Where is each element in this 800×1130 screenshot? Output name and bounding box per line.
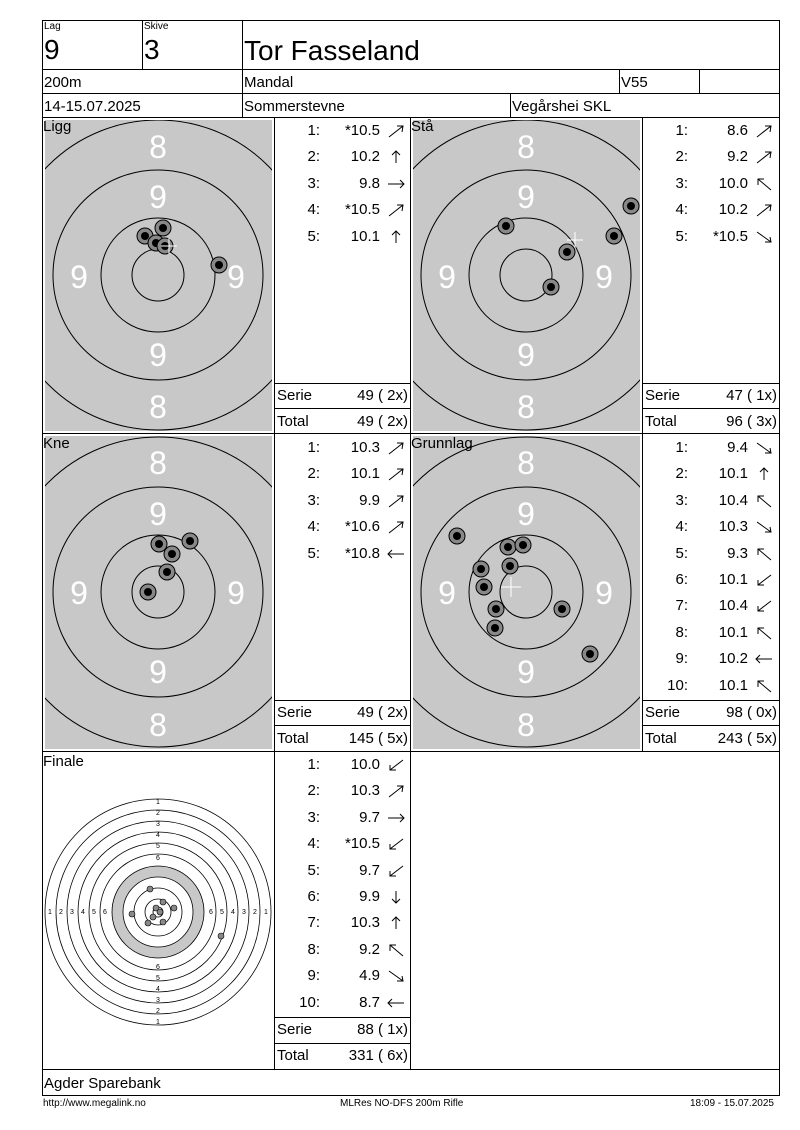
direction-arrow-icon (386, 863, 406, 879)
serie-value: 49 ( 2x) (357, 387, 408, 404)
direction-arrow-icon (386, 836, 406, 852)
total-label: Total (277, 1047, 309, 1064)
shot-value: *10.5 (344, 122, 380, 139)
shot-row (642, 465, 779, 483)
shot-value: 10.1 (350, 227, 380, 245)
total-label: Total (277, 413, 309, 430)
target-finale (43, 752, 274, 1069)
target-grunnlag (411, 434, 642, 751)
shot-number: 4: (307, 835, 320, 853)
ring-label: 9 (149, 337, 167, 373)
ring-label: 9 (438, 575, 456, 611)
ring-number: 2 (156, 810, 160, 817)
shot-value: *10.8 (344, 544, 380, 562)
ring-number: 1 (48, 909, 52, 916)
ring-number: 1 (156, 799, 160, 806)
shot-value: 9.9 (359, 888, 380, 905)
direction-arrow-icon (386, 783, 406, 799)
total-value: 145 ( 5x) (348, 730, 408, 747)
direction-arrow-icon (386, 493, 406, 509)
ring-label: 9 (70, 575, 88, 611)
ring-number: 3 (70, 909, 74, 916)
serie-label: Serie (277, 1021, 313, 1038)
footer-software: MLRes NO-DFS 200m Rifle (340, 1098, 464, 1109)
ring-label: 9 (149, 496, 167, 532)
shot-row (274, 439, 410, 457)
shot-value: 10.3 (718, 518, 748, 536)
shot-value: 10.4 (718, 597, 748, 615)
grunnlag-target-svg (411, 434, 642, 751)
footer-link[interactable]: http://www.megalink.no (43, 1098, 146, 1109)
shot-number: 3: (675, 491, 688, 509)
shot-value: 10.1 (718, 465, 748, 483)
shot-number: 2: (307, 465, 320, 483)
shot-number: 4: (675, 201, 688, 219)
ring-number: 2 (156, 1008, 160, 1015)
shot-value: 10.0 (718, 174, 748, 192)
ring-label: 9 (438, 259, 456, 295)
ring-label: 8 (149, 129, 167, 165)
shooter-name: Tor Fasseland (244, 35, 420, 66)
shot-row (274, 465, 410, 483)
ring-label: 8 (149, 389, 167, 425)
shot-number: 9: (307, 967, 320, 985)
ring-number: 1 (156, 1019, 160, 1026)
ring-number: 3 (242, 909, 246, 916)
direction-arrow-icon (386, 440, 406, 456)
kne-target-svg (43, 434, 274, 751)
shot-value: 10.1 (350, 465, 380, 483)
finale-target-svg (43, 752, 274, 1069)
shot-row (274, 994, 410, 1012)
ring-label: 9 (227, 259, 245, 295)
shot-number: 8: (307, 940, 320, 958)
shot-row (642, 201, 779, 219)
shot-number: 2: (307, 782, 320, 800)
shot-row (642, 545, 779, 563)
panel-title-sta: Stå (411, 118, 434, 135)
ring-label: 9 (149, 654, 167, 690)
shot-row (274, 175, 410, 193)
panel-title-ligg: Ligg (43, 118, 72, 135)
shot-row (642, 492, 779, 510)
shot-value: 10.1 (718, 571, 748, 588)
shot-value: 9.2 (727, 148, 748, 166)
shot-row (274, 941, 410, 959)
ring-number: 2 (59, 909, 63, 916)
ring-label: 9 (517, 654, 535, 690)
shot-row (274, 756, 410, 774)
shot-row (274, 809, 410, 827)
total-value: 331 ( 6x) (348, 1047, 408, 1064)
shot-row (642, 677, 779, 695)
ring-number: 5 (220, 909, 224, 916)
shot-row (642, 175, 779, 193)
shot-number: 10: (299, 993, 320, 1011)
direction-arrow-icon (386, 466, 406, 482)
ring-label: 8 (517, 389, 535, 425)
serie-value: 88 ( 1x) (357, 1021, 408, 1038)
shot-value: 9.8 (359, 174, 380, 192)
shot-value: 8.7 (359, 993, 380, 1011)
shot-row (274, 148, 410, 166)
shot-number: 1: (675, 122, 688, 139)
shot-number: 3: (675, 174, 688, 192)
shot-number: 3: (307, 491, 320, 509)
shot-value: 10.0 (350, 756, 380, 773)
shot-number: 2: (307, 148, 320, 166)
shot-row (274, 914, 410, 932)
serie-value: 47 ( 1x) (726, 387, 777, 404)
total-label: Total (645, 730, 677, 747)
ring-label: 9 (517, 179, 535, 215)
shot-row (642, 650, 779, 668)
venue: Vegårshei SKL (512, 98, 612, 115)
shot-value: 9.9 (359, 491, 380, 509)
shot-value: 10.3 (350, 914, 380, 932)
shot-row (642, 624, 779, 642)
ring-number: 1 (264, 909, 268, 916)
shot-value: 8.6 (727, 122, 748, 139)
ring-label: 9 (517, 337, 535, 373)
ring-number: 2 (253, 909, 257, 916)
ring-label: 8 (517, 129, 535, 165)
skive-label: Skive (144, 21, 169, 32)
shot-row (274, 862, 410, 880)
shot-value: 10.4 (718, 491, 748, 509)
shot-row (274, 545, 410, 563)
shot-number: 1: (675, 439, 688, 456)
direction-arrow-icon (386, 229, 406, 245)
ring-number: 3 (156, 997, 160, 1004)
skive-value: 3 (144, 34, 160, 65)
shot-value: 10.3 (350, 782, 380, 800)
shot-value: *10.6 (344, 518, 380, 536)
direction-arrow-icon (754, 651, 774, 667)
target-sta (411, 118, 642, 433)
panel-title-kne: Kne (43, 435, 70, 452)
shot-number: 7: (307, 914, 320, 932)
ring-label: 9 (595, 575, 613, 611)
total-value: 96 ( 3x) (726, 413, 777, 430)
ring-number: 4 (81, 909, 85, 916)
ring-label: 8 (517, 707, 535, 743)
serie-value: 98 ( 0x) (726, 704, 777, 721)
shot-row (274, 201, 410, 219)
ring-label: 9 (595, 259, 613, 295)
shot-value: 10.3 (350, 439, 380, 456)
direction-arrow-icon (386, 757, 406, 773)
shot-number: 5: (307, 544, 320, 562)
serie-label: Serie (645, 704, 681, 721)
total-label: Total (277, 730, 309, 747)
total-value: 243 ( 5x) (717, 730, 777, 747)
shot-number: 4: (675, 518, 688, 536)
ring-number: 4 (156, 986, 160, 993)
lag-value: 9 (44, 34, 60, 65)
shot-number: 8: (675, 623, 688, 641)
shot-number: 5: (307, 861, 320, 879)
direction-arrow-icon (386, 546, 406, 562)
panel-title-finale: Finale (43, 753, 84, 770)
shot-number: 1: (307, 439, 320, 456)
direction-arrow-icon (754, 678, 774, 694)
direction-arrow-icon (754, 229, 774, 245)
shot-value: *10.5 (712, 227, 748, 245)
shot-value: 10.1 (718, 676, 748, 694)
shot-value: 9.7 (359, 808, 380, 826)
ring-number: 6 (156, 855, 160, 862)
direction-arrow-icon (754, 625, 774, 641)
direction-arrow-icon (754, 123, 774, 139)
direction-arrow-icon (386, 889, 406, 905)
shot-row (642, 518, 779, 536)
shot-row (642, 571, 779, 589)
shot-value: *10.5 (344, 201, 380, 219)
total-label: Total (645, 413, 677, 430)
shot-number: 7: (675, 597, 688, 615)
shot-number: 9: (675, 650, 688, 668)
ligg-target-svg (43, 118, 274, 433)
shot-number: 1: (307, 756, 320, 773)
ring-number: 4 (156, 832, 160, 839)
ring-number: 5 (156, 843, 160, 850)
date: 14-15.07.2025 (44, 98, 141, 115)
shot-number: 10: (667, 676, 688, 694)
direction-arrow-icon (754, 176, 774, 192)
ring-label: 9 (227, 575, 245, 611)
direction-arrow-icon (386, 123, 406, 139)
direction-arrow-icon (386, 968, 406, 984)
shot-value: 10.1 (718, 623, 748, 641)
shot-number: 2: (675, 148, 688, 166)
shot-value: 10.2 (718, 201, 748, 219)
direction-arrow-icon (754, 493, 774, 509)
direction-arrow-icon (386, 810, 406, 826)
lag-label: Lag (44, 21, 61, 32)
shot-row (274, 782, 410, 800)
shot-number: 4: (307, 518, 320, 536)
shot-value: 9.2 (359, 940, 380, 958)
total-value: 49 ( 2x) (357, 413, 408, 430)
ring-number: 6 (209, 909, 213, 916)
distance: 200m (44, 74, 82, 91)
serie-value: 49 ( 2x) (357, 704, 408, 721)
ring-number: 3 (156, 821, 160, 828)
direction-arrow-icon (754, 466, 774, 482)
direction-arrow-icon (754, 149, 774, 165)
shot-number: 5: (307, 227, 320, 245)
target-kne (43, 434, 274, 751)
sponsor: Agder Sparebank (44, 1075, 161, 1092)
ring-label: 8 (149, 707, 167, 743)
shot-row (642, 228, 779, 246)
ring-number: 5 (92, 909, 96, 916)
shot-number: 3: (307, 174, 320, 192)
class: V55 (621, 74, 648, 91)
shot-number: 2: (675, 465, 688, 483)
shot-row (642, 148, 779, 166)
shot-value: 4.9 (359, 967, 380, 985)
shot-row (274, 835, 410, 853)
direction-arrow-icon (386, 149, 406, 165)
shot-value: *10.5 (344, 835, 380, 853)
event: Sommerstevne (244, 98, 345, 115)
ring-number: 5 (156, 975, 160, 982)
panel-title-grunnlag: Grunnlag (411, 435, 473, 452)
shot-value: 10.2 (350, 148, 380, 166)
shot-number: 6: (307, 888, 320, 905)
direction-arrow-icon (386, 176, 406, 192)
shot-number: 5: (675, 544, 688, 562)
shot-number: 4: (307, 201, 320, 219)
shot-row (274, 888, 410, 906)
shot-row (642, 597, 779, 615)
direction-arrow-icon (386, 942, 406, 958)
direction-arrow-icon (386, 915, 406, 931)
direction-arrow-icon (754, 202, 774, 218)
direction-arrow-icon (386, 519, 406, 535)
ring-number: 4 (231, 909, 235, 916)
shot-row (274, 967, 410, 985)
footer-timestamp: 18:09 - 15.07.2025 (690, 1098, 774, 1109)
shot-value: 9.7 (359, 861, 380, 879)
direction-arrow-icon (386, 995, 406, 1011)
shot-number: 5: (675, 227, 688, 245)
ring-label: 8 (149, 445, 167, 481)
direction-arrow-icon (754, 546, 774, 562)
ring-label: 9 (149, 179, 167, 215)
ring-number: 6 (103, 909, 107, 916)
shot-row (274, 122, 410, 140)
target-ligg (43, 118, 274, 433)
shot-number: 1: (307, 122, 320, 139)
direction-arrow-icon (754, 572, 774, 588)
shot-value: 10.2 (718, 650, 748, 668)
serie-label: Serie (277, 387, 313, 404)
direction-arrow-icon (386, 202, 406, 218)
shot-row (642, 439, 779, 457)
shot-value: 9.3 (727, 544, 748, 562)
shot-row (642, 122, 779, 140)
shot-row (274, 492, 410, 510)
shot-number: 3: (307, 808, 320, 826)
direction-arrow-icon (754, 519, 774, 535)
shot-row (274, 518, 410, 536)
serie-label: Serie (277, 704, 313, 721)
ring-number: 6 (156, 964, 160, 971)
shot-value: 9.4 (727, 439, 748, 456)
club: Mandal (244, 74, 294, 91)
ring-label: 8 (517, 445, 535, 481)
ring-label: 9 (70, 259, 88, 295)
sta-target-svg (411, 118, 642, 433)
shot-number: 6: (675, 571, 688, 588)
ring-label: 9 (517, 496, 535, 532)
serie-label: Serie (645, 387, 681, 404)
shot-row (274, 228, 410, 246)
direction-arrow-icon (754, 598, 774, 614)
direction-arrow-icon (754, 440, 774, 456)
